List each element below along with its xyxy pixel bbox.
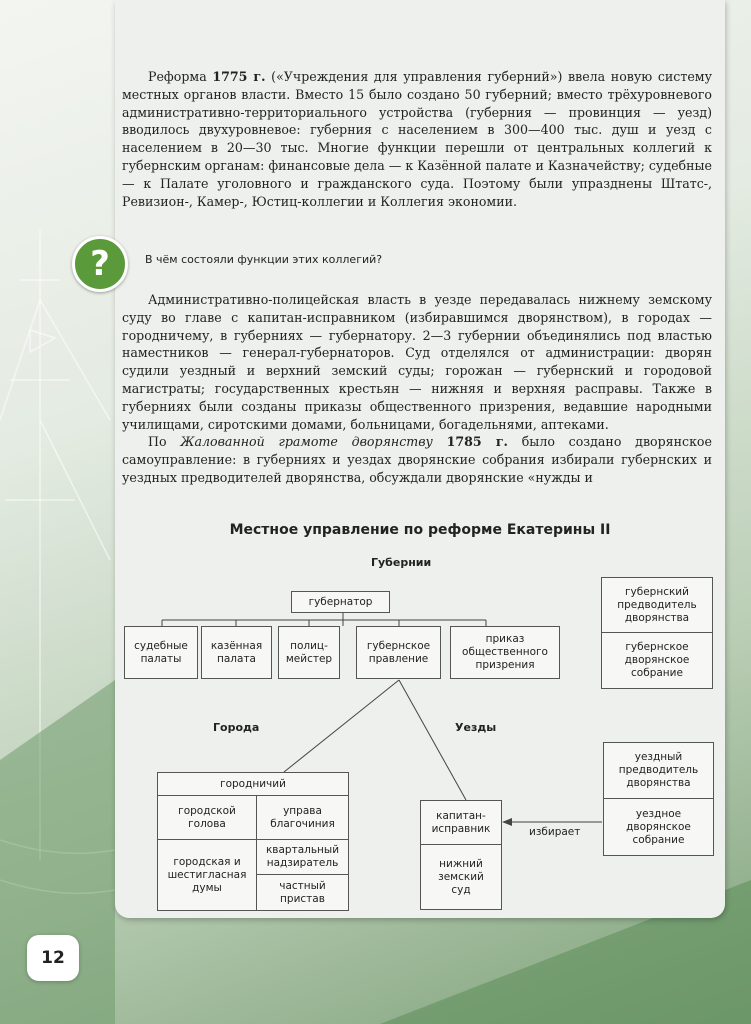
group-uezd-nobility <box>603 742 714 856</box>
paragraph-1: Реформа 1775 г. («Учреждения для управления губерний») ввела новую систему местных органов власти. Вместо 15 было создано 50 губерний; вместо трёхуровневого административно-территориального устройства (губерния — провинция — уезд) вводилось двухуровневое: губерния с населением в 300—400 тыс. душ и уезд с населением в 20—30 тыс. Многие функции перешли от центральных коллегий к губернским органам: финансовые дела — к Казённой палате и Казначейству; судебные — к Палате уголовного и гражданского суда. Поэтому были упразднены Штатс-, Ревизион-, Камер-, Юстиц-коллегии и Коллегия экономии. <box>122 69 712 209</box>
box-uezd-marshal: уездный предводитель дворянства <box>604 743 713 799</box>
box-police-board: управа благочиния <box>257 796 348 840</box>
box-public-charity-order: приказ общественного призрения <box>450 626 560 679</box>
box-gubernia-board: губернское правление <box>356 626 441 679</box>
group-gubernia-nobility <box>601 577 713 689</box>
box-district-bailiff: частный пристав <box>257 875 348 910</box>
box-city-dumas: городская и шестигласная думы <box>158 840 257 910</box>
question-text: В чём состояли функции этих коллегий? <box>145 253 383 266</box>
box-gorodnichy: городничий <box>158 773 348 796</box>
paragraph-2: Административно-полицейская власть в уезде передавалась нижнему земскому суду во главе с капитан-исправником (избиравшимся дворянством), в городах — городничему, в губерниях — губернатору. 2—3 губернии объединялись под властью наместников — генерал-губернаторов. Суд отделялся от администрации: дворян судили уездный и верхний земский суды; горожан — губернский и городовой магистраты; государственных крестьян — нижняя и верхняя расправы. Также в губерниях были созданы приказы общественного призрения, ведавшие народными училищами, сиротскими домами, больницами, богадельнями, аптеками. <box>122 292 712 432</box>
question-icon: ? <box>72 236 128 292</box>
box-governor: губернатор <box>291 591 390 613</box>
box-city-head: городской голова <box>158 796 257 840</box>
label-uezdy: Уезды <box>455 721 497 734</box>
box-gubernia-marshal: губернский предводитель дворянства <box>602 578 712 633</box>
box-police-master: полиц- мейстер <box>278 626 340 679</box>
box-kapitan-ispravnik: капитан- исправник <box>421 801 501 845</box>
box-quarter-warden: квартальный надзиратель <box>257 840 348 875</box>
label-gubernii: Губернии <box>371 556 432 569</box>
diagram-title: Местное управление по реформе Екатерины II <box>229 522 611 538</box>
box-gubernia-assembly: губернское дворянское собрание <box>602 633 712 688</box>
box-lower-zemsky-court: нижний земский суд <box>421 845 501 909</box>
page-number: 12 <box>27 935 79 981</box>
group-uezd <box>420 800 502 910</box>
box-treasury-chamber: казённая палата <box>201 626 272 679</box>
label-elects: избирает <box>529 826 581 838</box>
box-judicial-chambers: судебные палаты <box>124 626 198 679</box>
group-city <box>157 772 349 911</box>
paragraph-3: По Жалованной грамоте дворянству 1785 г. было создано дворянское самоуправление: в губерниях и уездах дворянские собрания избирали губернских и уездных предводителей дворянства, обсуждали дворянские «нужды и <box>122 434 712 485</box>
label-goroda: Города <box>213 721 260 734</box>
box-uezd-assembly: уездное дворянское собрание <box>604 799 713 855</box>
